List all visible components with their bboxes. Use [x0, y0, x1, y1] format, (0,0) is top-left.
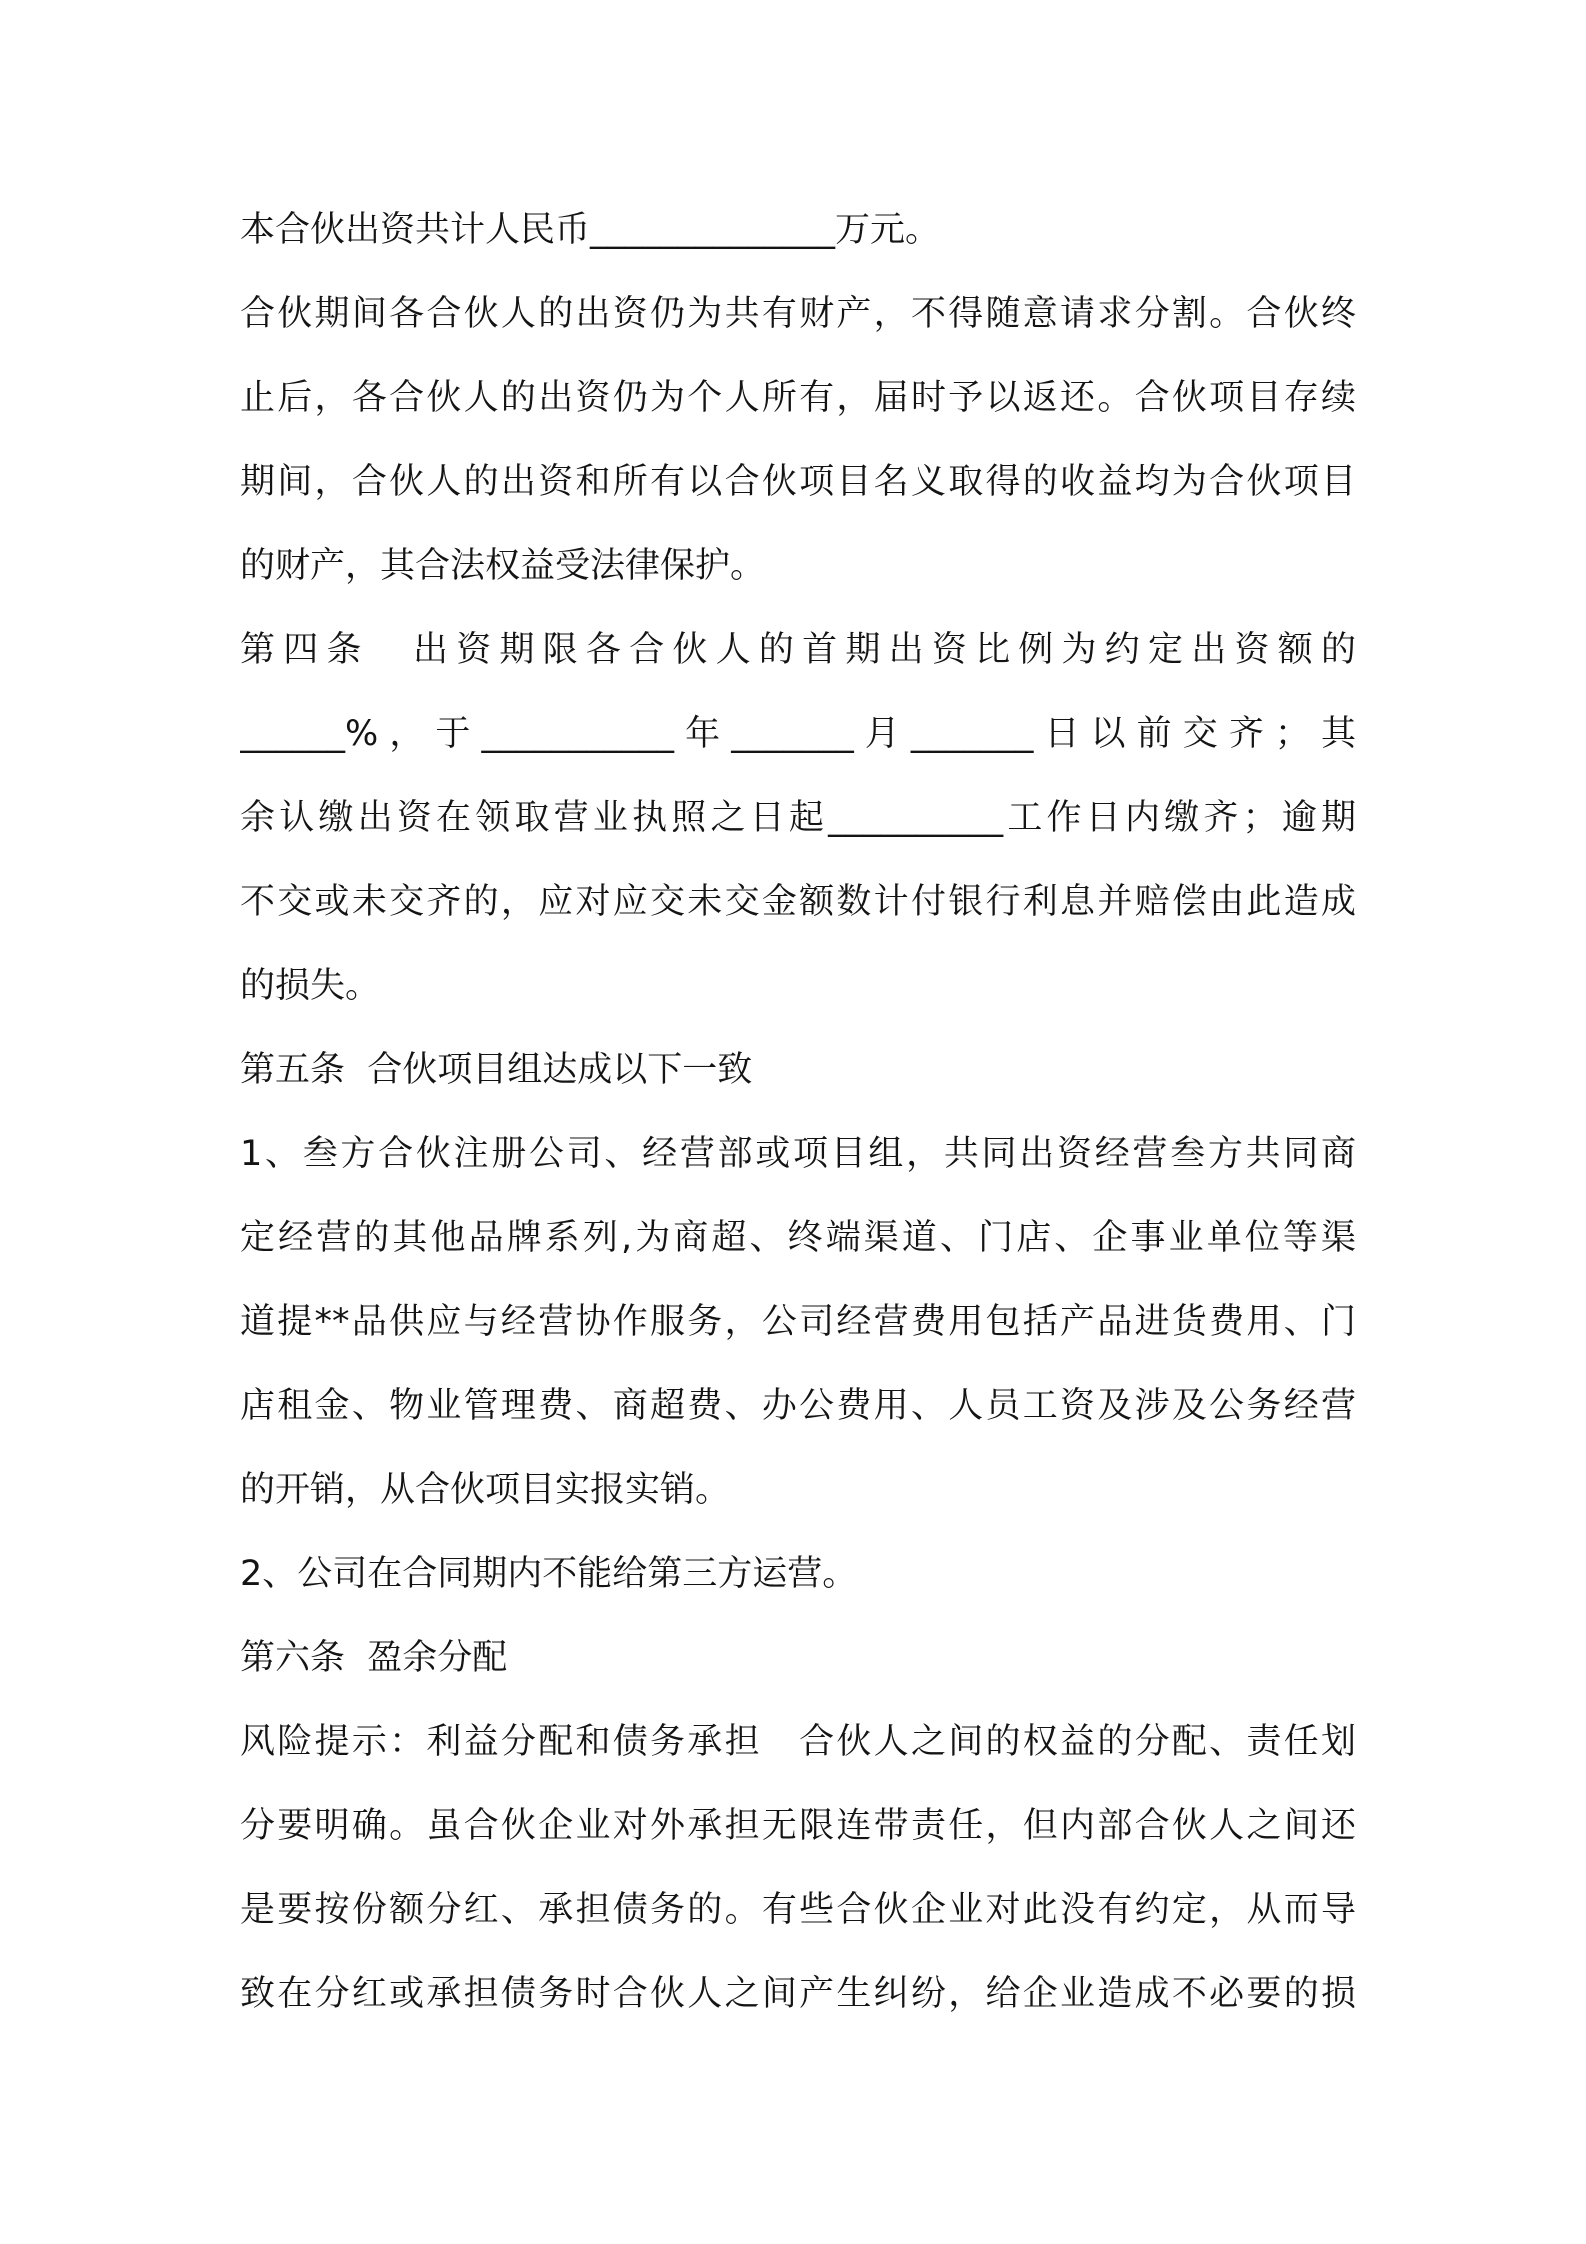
paragraph-line: 定经营的其他品牌系列,为商超、终端渠道、门店、企事业单位等渠	[240, 1218, 1356, 1258]
paragraph-line: 1、叁方合伙注册公司、经营部或项目组，共同出资经营叁方共同商	[240, 1134, 1356, 1174]
paragraph-line: 余认缴出资在领取营业执照之日起__________工作日内缴齐；逾期	[240, 798, 1356, 838]
risk-note-line: 风险提示：利益分配和债务承担 合伙人之间的权益的分配、责任划	[240, 1722, 1356, 1762]
paragraph-line: 的财产，其合法权益受法律保护。	[240, 546, 766, 586]
paragraph-line: ______%，于___________年_______月_______日以前交齐；其	[240, 714, 1356, 754]
paragraph-line: 道提**品供应与经营协作服务，公司经营费用包括产品进货费用、门	[240, 1302, 1356, 1342]
paragraph-line: 期间，合伙人的出资和所有以合伙项目名义取得的收益均为合伙项目	[240, 462, 1356, 502]
article-heading-line: 第四条 出资期限各合伙人的首期出资比例为约定出资额的	[240, 630, 1356, 670]
risk-note-line: 分要明确。虽合伙企业对外承担无限连带责任，但内部合伙人之间还	[240, 1806, 1356, 1846]
paragraph-line: 合伙期间各合伙人的出资仍为共有财产，不得随意请求分割。合伙终	[240, 294, 1356, 334]
paragraph-line: 不交或未交齐的，应对应交未交金额数计付银行利息并赔偿由此造成	[240, 882, 1356, 922]
article-heading: 第五条 合伙项目组达成以下一致	[240, 1050, 753, 1090]
paragraph-line: 本合伙出资共计人民币______________万元。	[240, 210, 941, 250]
risk-note-line: 是要按份额分红、承担债务的。有些合伙企业对此没有约定，从而导	[240, 1890, 1356, 1930]
article-heading: 第六条 盈余分配	[240, 1638, 508, 1678]
paragraph-line: 的损失。	[240, 966, 381, 1006]
paragraph-line: 2、公司在合同期内不能给第三方运营。	[240, 1554, 858, 1594]
risk-note-line: 致在分红或承担债务时合伙人之间产生纠纷，给企业造成不必要的损	[240, 1974, 1356, 2014]
paragraph-line: 的开销，从合伙项目实报实销。	[240, 1470, 731, 1510]
paragraph-line: 止后，各合伙人的出资仍为个人所有，届时予以返还。合伙项目存续	[240, 378, 1356, 418]
paragraph-line: 店租金、物业管理费、商超费、办公费用、人员工资及涉及公务经营	[240, 1386, 1356, 1426]
